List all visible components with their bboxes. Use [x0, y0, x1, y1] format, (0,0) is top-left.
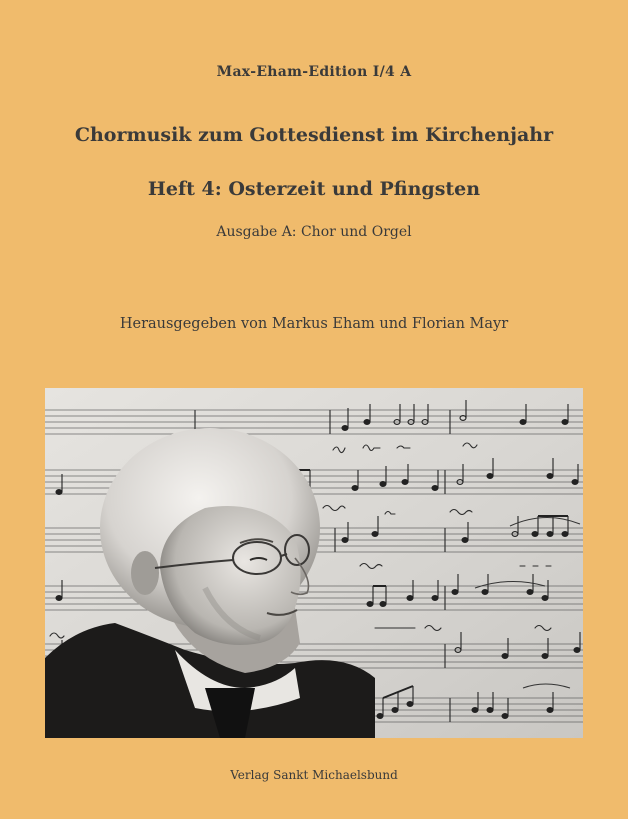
- editors-line: Herausgegeben von Markus Eham und Florian Mayr: [119, 316, 509, 332]
- edition-line: Ausgabe A: Chor und Orgel: [216, 224, 412, 240]
- publisher-line: Verlag Sankt Michaelsbund: [230, 768, 398, 782]
- book-title: Chormusik zum Gottesdienst im Kirchenjahr: [74, 124, 554, 146]
- cover-photo: [45, 388, 583, 738]
- book-subtitle: Heft 4: Osterzeit und Pfingsten: [147, 178, 481, 200]
- series-title: Max-Eham-Edition I/4 A: [216, 64, 412, 80]
